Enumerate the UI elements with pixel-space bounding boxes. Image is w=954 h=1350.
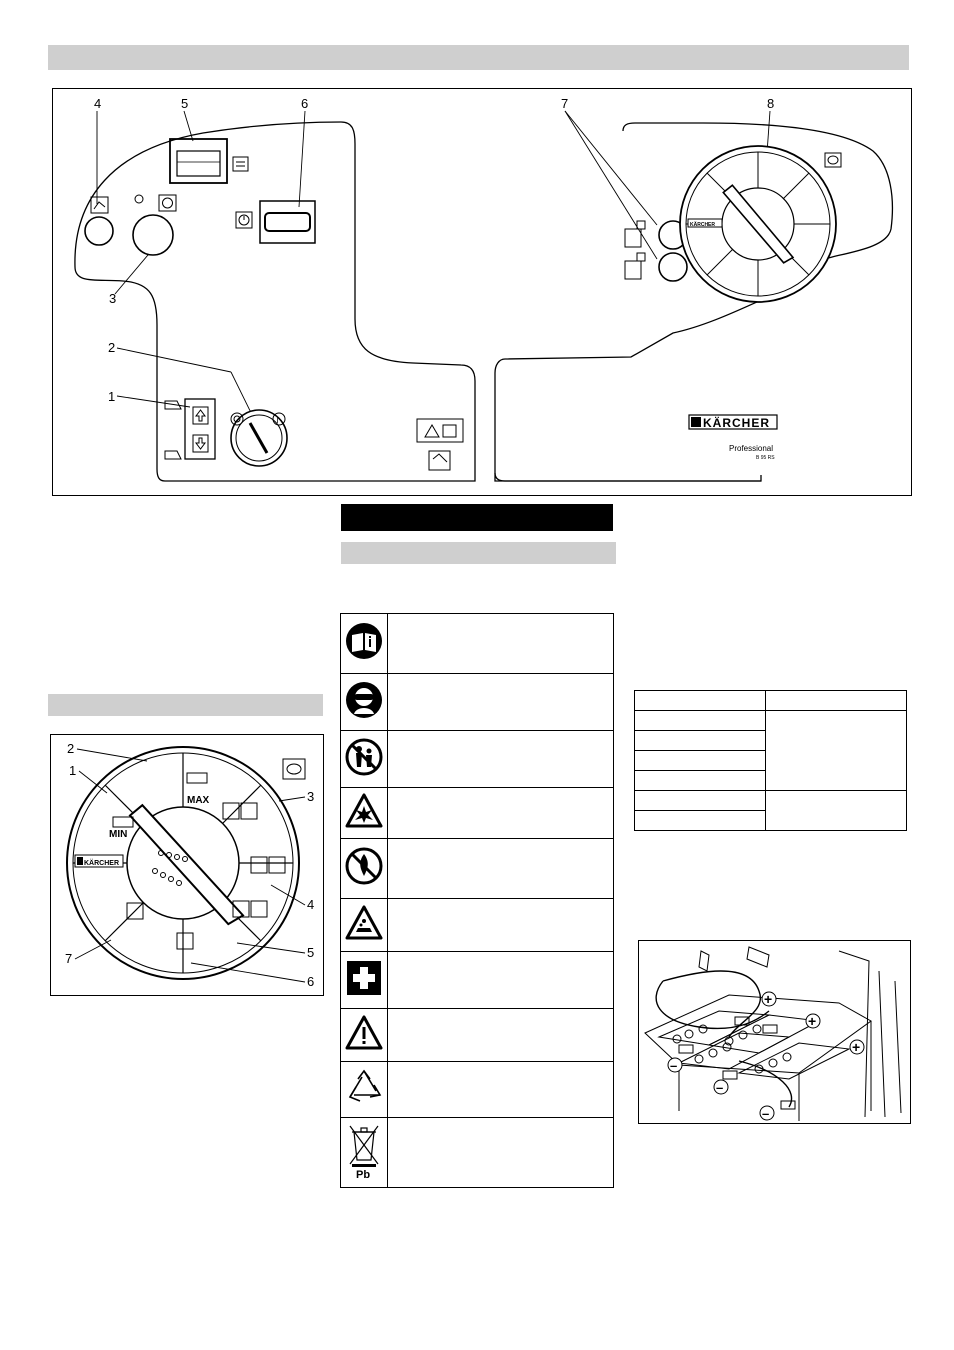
svg-text:+: + [852, 1039, 861, 1055]
symbol-text [388, 899, 614, 952]
dial-small-brand: KÄRCHER [690, 222, 715, 228]
callout-8: 8 [767, 96, 775, 111]
dial-label-min: MIN [109, 829, 128, 840]
callout-5: 5 [181, 96, 189, 111]
svg-text:–: – [762, 1106, 770, 1121]
first-aid-icon [345, 959, 383, 997]
section-header-bar [48, 45, 909, 70]
control-panel-figure [52, 88, 912, 496]
direction-switch[interactable] [165, 399, 215, 459]
control-panel-drawing [53, 89, 911, 495]
brand-logo [689, 415, 777, 430]
subsection-bar-left [48, 694, 323, 716]
callout-7: 7 [561, 96, 569, 111]
dial-brand: KÄRCHER [84, 860, 119, 867]
svg-text:+: + [808, 1013, 817, 1029]
table-row [341, 788, 614, 839]
table-row [341, 1118, 614, 1188]
symbol-text [388, 839, 614, 899]
callout-1: 1 [108, 389, 116, 404]
acid-burn-icon [344, 904, 384, 942]
dial-eco-icon [283, 759, 305, 779]
table-row [341, 839, 614, 899]
warning-label-icons [417, 419, 463, 470]
no-fire-icon [344, 846, 384, 886]
program-dial-figure [50, 734, 324, 996]
battery-disposal-icon [344, 1120, 384, 1180]
svg-text:–: – [716, 1080, 724, 1095]
minus-marker [714, 1080, 728, 1095]
dial-callout-7: 7 [65, 951, 73, 966]
eco-icon [825, 153, 841, 167]
eye-protection-icon [344, 680, 384, 720]
dial-callout-3: 3 [307, 789, 315, 804]
plus-marker [762, 991, 776, 1007]
table-row [341, 1009, 614, 1062]
svg-text:–: – [670, 1058, 678, 1073]
dial-callout-5: 5 [307, 945, 315, 960]
table-row [635, 791, 907, 811]
key-switch[interactable] [231, 410, 287, 466]
button-7-upper[interactable] [625, 221, 687, 249]
symbol-text [388, 1062, 614, 1118]
minus-marker [668, 1058, 682, 1073]
svg-text:KÄRCHER: KÄRCHER [703, 416, 770, 430]
table-row [341, 614, 614, 674]
read-manual-cell [341, 614, 388, 674]
general-warning-icon [344, 1014, 384, 1052]
minus-marker [760, 1106, 774, 1121]
symbol-text [388, 952, 614, 1009]
button-3[interactable] [133, 195, 176, 255]
dial-callout-1: 1 [69, 763, 77, 778]
display-unit [170, 139, 248, 183]
svg-text:+: + [764, 991, 773, 1007]
symbol-text [388, 731, 614, 788]
explosion-hazard-icon [344, 792, 384, 830]
callout-4: 4 [94, 96, 102, 111]
callout-3: 3 [109, 291, 117, 306]
table-row [341, 674, 614, 731]
plus-marker [850, 1039, 864, 1055]
recycling-icon [344, 1067, 384, 1107]
hour-meter [236, 201, 315, 243]
dial-callout-4: 4 [307, 897, 315, 912]
switch-mark-on: I [276, 416, 279, 425]
dial-label-max: MAX [187, 795, 210, 806]
read-manual-icon [344, 621, 384, 661]
plus-marker [806, 1013, 820, 1029]
keep-children-away-icon [344, 737, 384, 777]
program-selector-small[interactable] [680, 146, 836, 302]
table-row [341, 1062, 614, 1118]
table-row [635, 691, 907, 711]
callout-6: 6 [301, 96, 309, 111]
symbol-text [388, 1118, 614, 1188]
indicator-lamp [135, 195, 143, 203]
pb-label: Pb [356, 1169, 371, 1180]
dial-callout-2: 2 [67, 741, 75, 756]
table-row [341, 731, 614, 788]
symbol-text [388, 674, 614, 731]
spec-table [634, 690, 907, 831]
symbol-text [388, 788, 614, 839]
model-line: Professional [729, 444, 774, 453]
table-row [341, 899, 614, 952]
symbol-text [388, 614, 614, 674]
program-dial[interactable] [67, 747, 299, 979]
model-code: B 95 RS [756, 455, 775, 461]
symbol-text [388, 1009, 614, 1062]
section-title-bar [341, 504, 613, 531]
battery-figure [638, 940, 911, 1124]
button-4[interactable] [85, 197, 113, 245]
symbol-table [340, 613, 614, 1188]
dial-callout-6: 6 [307, 974, 315, 989]
callout-2: 2 [108, 340, 116, 355]
table-row [341, 952, 614, 1009]
table-row [635, 711, 907, 731]
subsection-bar-middle [341, 542, 616, 564]
